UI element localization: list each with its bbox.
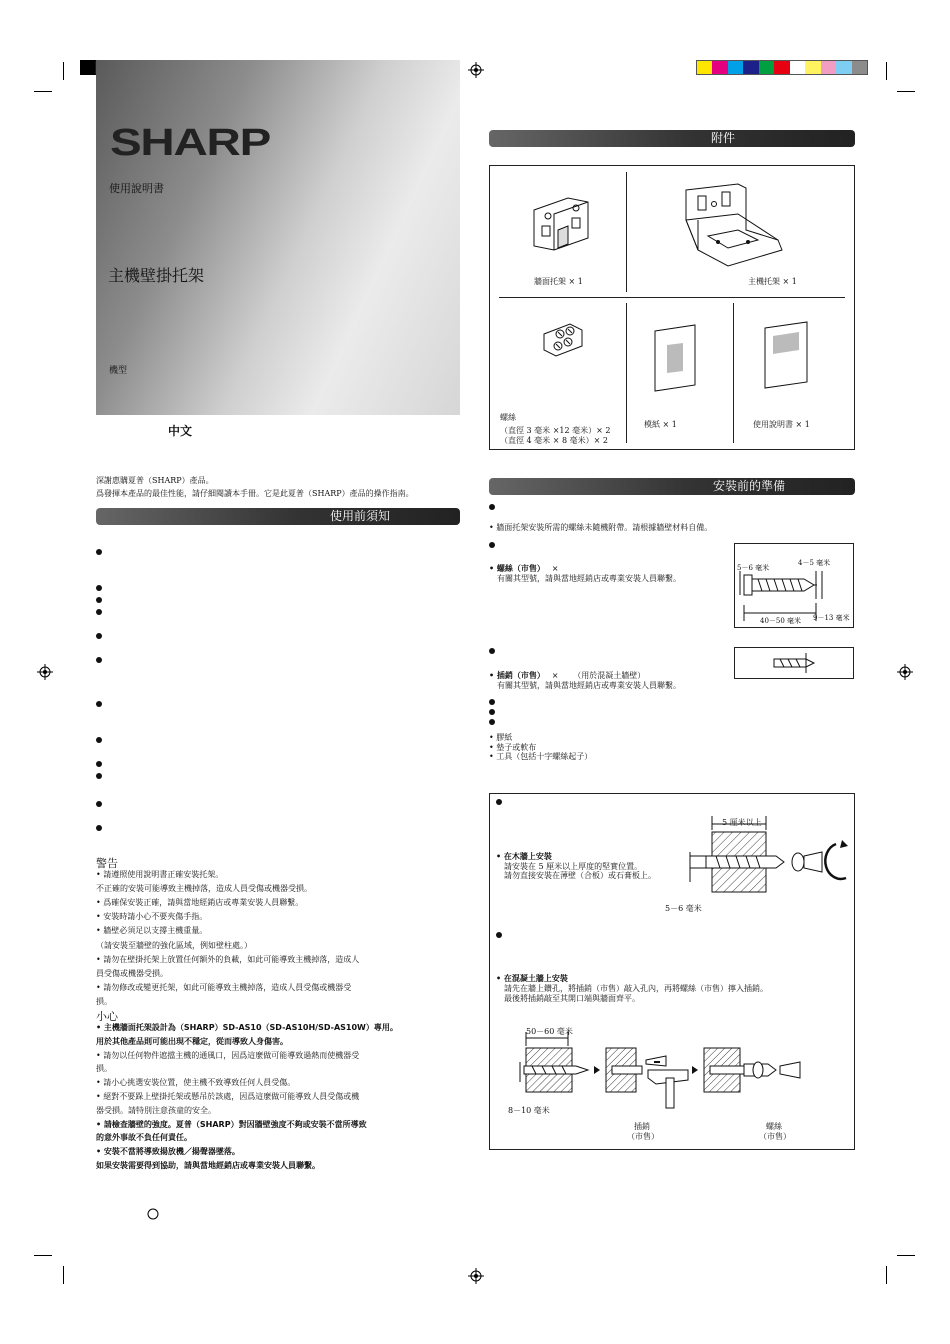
concrete-line-2: 最後將插銷敲至其開口端與牆面齊平。 [504,994,640,1003]
wood-wall-drawing [676,812,854,902]
manual-label: 使用說明書 [109,182,164,195]
anchor-sublabel: （市售） [627,1132,659,1141]
wall-bracket-label: 牆面托架 × 1 [534,277,583,286]
color-swatch [728,61,743,74]
sharp-logo: SHARP [110,122,271,164]
install-bullet [496,799,502,805]
caution-item: 損。 [96,1064,112,1074]
color-swatch [852,61,867,74]
prep-bullet [489,719,495,725]
prep-note-1: • 牆面托架安裝所需的螺絲未隨機附帶。請根據牆壁材料自備。 [489,523,713,532]
prep-bullet [489,699,495,705]
anchor-desc: 有關其型號，請與當地經銷店或專業安裝人員聯繫。 [497,681,681,690]
anchor-drawing [734,647,854,679]
caution-heading: 小心 [96,1010,118,1023]
warning-item: • 安裝時請小心不要夾傷手指。 [96,912,208,922]
color-bar [696,60,868,75]
language-label: 中文 [168,424,193,438]
warning-item: • 請遵照使用說明書正確安裝托架。 [96,870,224,879]
prep-bullet [489,648,495,654]
anchor-times: × [551,671,559,680]
dim-5cm: 5 厘米以上 [722,818,762,827]
prep-item: • 膠紙 [489,733,513,742]
template-paper-illustration [655,325,699,391]
anchor-note: （用於混凝土牆壁） [573,671,646,680]
warning-item: （請安裝至牆壁的強化區域，例如壁柱處。） [96,940,252,950]
warning-heading: 警告 [96,857,118,870]
divider [499,297,845,298]
dim-50-60: 50－60 毫米 [526,1027,573,1036]
caution-item: 用於其他產品則可能出現不穩定，從而導致人身傷害。 [96,1036,288,1046]
warning-item: • 請勿修改或變更托架，如此可能導致主機掉落，造成人員受傷或機器受 [96,982,352,992]
registration-mark-top [468,62,484,78]
caution-item: • 請檢查牆壁的強度。夏普（SHARP）對因牆壁強度不夠或安裝不當所導致 [96,1119,367,1129]
anchor-title-text: • 插銷（市售） [489,671,545,680]
prep-item: • 工具（包括十字螺絲起子） [489,752,593,761]
main-bracket-illustration [678,180,788,270]
caution-item: 的意外事故不負任何責任。 [96,1133,192,1143]
page-number-circle [147,1208,159,1220]
divider [626,172,627,292]
caution-item: • 安裝不當將導致揚放機／揚聲器墜落。 [96,1147,240,1157]
manual-illustration [765,322,811,388]
product-title: 主機壁掛托架 [108,266,205,285]
concrete-title: • 在混凝土牆上安裝 [496,974,568,983]
manual-item-label: 使用說明書 × 1 [753,420,810,429]
cover-panel [96,60,460,415]
intro-line-1: 深謝惠購夏普（SHARP）產品。 [96,476,214,485]
anchor-label: 插銷 [634,1122,650,1131]
screw-title-text: • 螺絲（市售） [489,564,545,573]
warning-item: 員受傷或機器受損。 [96,968,168,978]
prep-bullet [489,709,495,715]
warning-item: • 請勿在壁掛托架上放置任何額外的負載，如此可能導致主機掉落，造成人 [96,954,360,964]
color-swatch [774,61,789,74]
registration-mark-left [37,664,53,680]
caution-item: 器受損。請特別注意孩童的安全。 [96,1105,216,1115]
dim-4-5: 4－5 毫米 [798,559,831,567]
color-swatch [790,61,805,74]
screw-sublabel: （市售） [759,1132,791,1141]
divider [733,303,734,443]
wood-line-1: 請安裝在 5 厘米以上厚度的堅實位置。 [504,862,643,871]
caution-item: • 主機牆面托架設計為（SHARP）SD-AS10（SD-AS10H/SD-AS10W）專用。 [96,1023,398,1032]
screws-illustration [540,320,586,360]
screws-label: 螺絲 [500,413,516,422]
install-bullet [496,932,502,938]
screw-label: 螺絲 [766,1122,782,1131]
color-swatch [712,61,727,74]
caution-item: 如果安裝需要得到協助，請與當地經銷店或專業安裝人員聯繫。 [96,1161,320,1170]
caution-item: • 請勿以任何物件遮擋主機的通風口，因爲這麼做可能導致過熱而使機器受 [96,1050,360,1060]
prep-bullet [489,504,495,510]
screws-spec-b: （直徑 4 毫米 × 8 毫米）× 2 [500,436,608,445]
color-swatch [805,61,820,74]
screw-times: × [551,564,559,573]
gray-swatch [81,61,95,74]
warning-item: 損。 [96,996,112,1006]
warning-item: • 爲確保安裝正確，請與當地經銷店或專業安裝人員聯繫。 [96,898,304,908]
template-label: 模紙 × 1 [644,420,677,429]
wall-bracket-illustration [528,188,598,258]
dim-5-6: 5－6 毫米 [737,564,770,572]
color-swatch [836,61,851,74]
dim-8-10: 8－10 毫米 [508,1106,550,1115]
dim-40-50: 40－50 毫米 [760,617,802,625]
section-bar-accessories: 附件 [489,130,855,147]
divider [626,303,627,443]
screw-desc: 有關其型號，請與當地經銷店或專業安裝人員聯繫。 [497,574,681,583]
model-label: 機型 [109,366,128,376]
dim-9-13: 9－13 毫米 [813,614,850,622]
warning-item: 不正確的安裝可能導致主機掉落，造成人員受傷或機器受損。 [96,884,312,894]
section-bar-before-use: 使用前須知 [96,508,460,525]
section-bar-preparation: 安裝前的準備 [489,478,855,495]
prep-bullet [489,542,495,548]
color-swatch [743,61,758,74]
wood-line-2: 請勿直接安裝在薄壁（合板）或石膏板上。 [504,871,656,880]
color-swatch [697,61,712,74]
intro-line-2: 爲發揮本產品的最佳性能，請仔細閱讀本手冊。它是此夏普（SHARP）產品的操作指南。 [96,489,414,498]
registration-mark-bottom [468,1268,484,1284]
warning-item: • 牆壁必須足以支撐主機重量。 [96,926,208,936]
concrete-line-1: 請先在牆上鑽孔，將插銷（市售）敲入孔內，再將螺絲（市售）擰入插銷。 [504,984,768,993]
color-swatch [759,61,774,74]
prep-item: • 墊子或軟布 [489,742,537,752]
wood-title: • 在木牆上安裝 [496,852,552,861]
main-bracket-label: 主機托架 × 1 [748,277,797,286]
registration-mark-right [897,664,913,680]
color-swatch [821,61,836,74]
screws-spec-a: （直徑 3 毫米 ×12 毫米）× 2 [500,426,611,435]
caution-item: • 絕對不要跺上壁掛托架或懸吊於該處，因爲這麼做可能導致人員受傷或機 [96,1092,360,1101]
caution-item: • 請小心挑選安裝位置，使主機不致導致任何人員受傷。 [96,1078,296,1088]
dim-5-6-install: 5－6 毫米 [665,904,702,913]
